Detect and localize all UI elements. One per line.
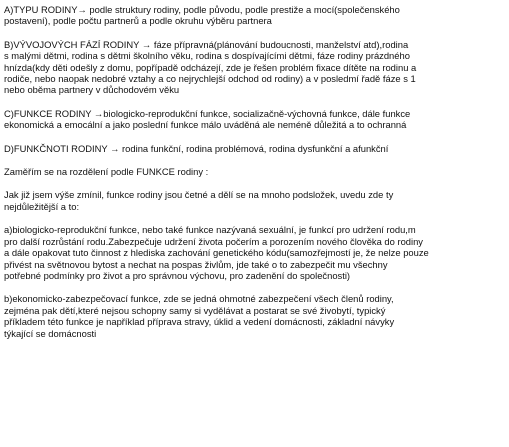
text-line: b)ekonomicko-zabezpečovací funkce, zde se jedná ohmotné zabezpečení všech členů rodiny, [4,293,394,305]
paragraph-funkce-rodiny [4,108,504,131]
paragraph-zamerim [4,166,504,177]
paragraph-funkcnost-rodiny [4,143,504,154]
text-line: potřebné podmínky pro život a pro správnou výchovu, pro zadenění do společnosti) [4,269,351,281]
text-line: ekonomická a emocální a jako poslední funkce málo uváděná ale neméně důležitá a to ochranná [4,119,407,131]
paragraph-ekonomicko [4,293,504,339]
paragraph-typ-rodiny [4,4,504,27]
text-line: nejdůležitější a to: [4,200,80,212]
text-line: Zaměřím se na rozdělení podle FUNKCE rodiny : [4,166,209,178]
text-line: týkající se domácnosti [4,327,97,339]
text-line: příkladem této funkce je například příprava stravy, úklid a vedení domácnosti, základní návyky [4,316,395,328]
paragraph-vyvojove-faze [4,39,504,96]
paragraph-biologicko [4,224,504,281]
text-line: a)biologicko-reprodukční funkce, nebo také funkce nazývaná sexuální, je funkcí pro udržení rodu,m [4,224,416,236]
document-body [4,4,504,339]
text-line: B)VÝVOJOVÝCH FÁZÍ RODINY → fáze přípravná(plánování budoucnosti, manželství atd),rodina [4,38,409,50]
text-line: nebo oběma partnery v důchodovém věku [4,84,180,96]
text-line: a dále opakovat tuto činnost z hlediska zachování genetického kódu(samozřejmostí je, že nelze pouze [4,247,429,259]
text-line: pro další rozrůstání rodu.Zabezpečuje udržení života počerím a porozením nového člověka do rodiny [4,235,423,247]
text-line: D)FUNKČNOTI RODINY → rodina funkční, rodina problémová, rodina dysfunkční a afunkční [4,142,389,154]
text-line: rodiče, nebo naopak nedobré vztahy a co nejrychlejší odchod od rodiny) a v posledmí řadě fáze s 1 [4,73,416,85]
text-line: C)FUNKCE RODINY →biologicko-reprodukční funkce, socializačně-výchovná funkce, dále funkce [4,107,411,119]
text-line: přivést na světnovou bytost a nechat na pospas živlům, jde také o to zabezpečit mu všechny [4,258,388,270]
text-line: zejména pak dětí,které nejsou schopny samy si vydělávat a postarat se své živobytí, typický [4,304,386,316]
text-line: postavení), podle počtu partnerů a podle okruhu výběru partnera [4,15,272,27]
text-line: s malými dětmi, rodina s dětmi školního věku, rodina s dospívajícími dětmi, fáze rodiny prázdného [4,50,410,62]
paragraph-uvod [4,189,504,212]
text-line: Jak již jsem výše zmínil, funkce rodiny jsou četné a dělí se na mnoho podsložek, uvedu zde ty [4,189,394,201]
text-line: A)TYPU RODINY→ podle struktury rodiny, podle původu, podle prestiže a mocí(společenského [4,4,400,15]
text-line: hnízda(kdy děti odešly z domu, popřípadě odcházejí, zde je řešen problém fixace dítěte na rodinu a [4,61,417,73]
